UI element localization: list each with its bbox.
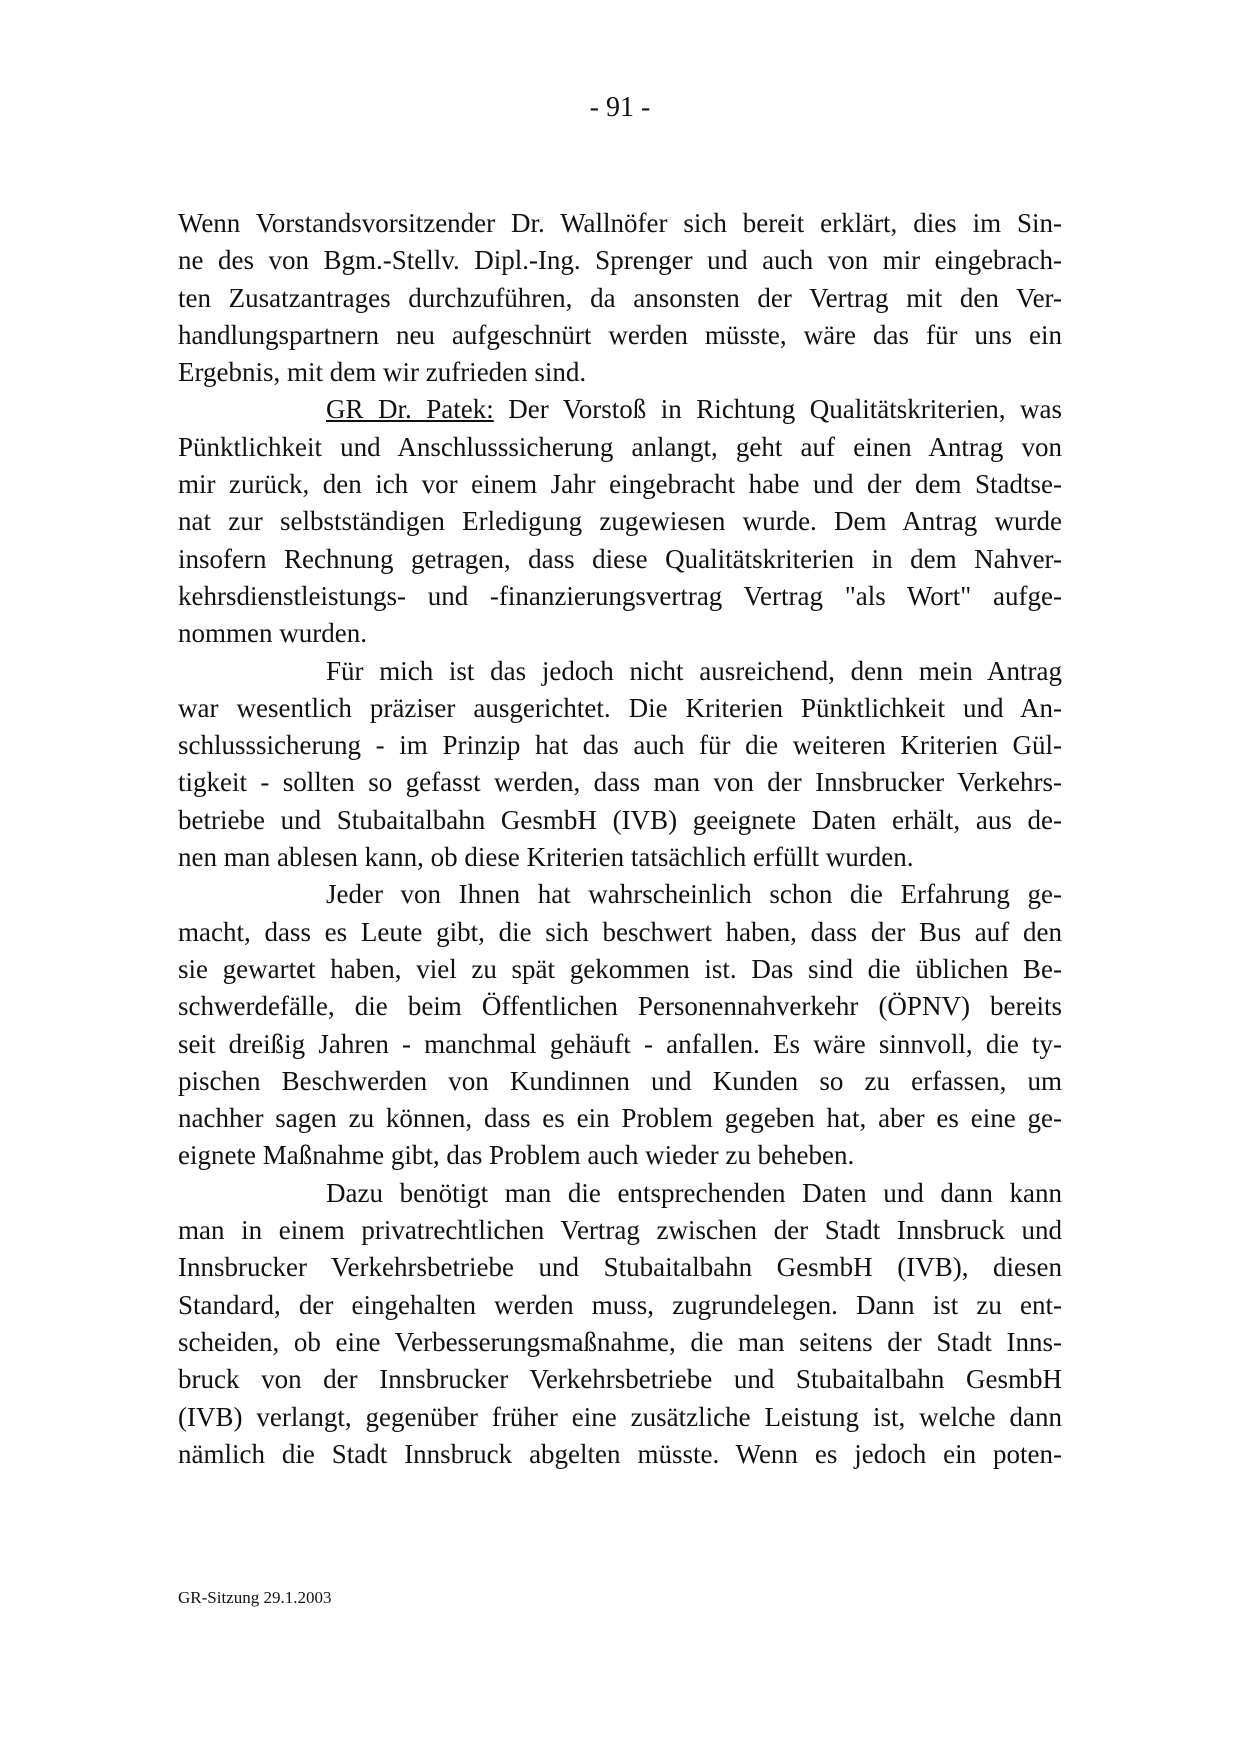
text-line: seit dreißig Jahren - manchmal gehäuft - anfallen. Es wäre sinnvoll, die ty- (178, 1028, 1062, 1059)
speaker-line (178, 391, 1062, 428)
text-line: betriebe und Stubaitalbahn GesmbH (IVB) geeignete Daten erhält, aus de- (178, 804, 1062, 835)
text-line: nachher sagen zu können, dass es ein Problem gegeben hat, aber es eine ge- (178, 1103, 1062, 1134)
text-line: Für mich ist das jedoch nicht ausreichend, denn mein Antrag (326, 655, 1062, 686)
text-line: Innsbrucker Verkehrsbetriebe und Stubaitalbahn GesmbH (IVB), diesen (178, 1252, 1062, 1283)
text-line: Standard, der eingehalten werden muss, zugrundelegen. Dann ist zu ent- (178, 1289, 1062, 1320)
text-line: mir zurück, den ich vor einem Jahr eingebracht habe und der dem Stadtse- (178, 469, 1062, 500)
speaker-name: GR Dr. Patek: (326, 394, 494, 425)
text-line: Wenn Vorstandsvorsitzender Dr. Wallnöfer sich bereit erklärt, dies im Sin- (178, 208, 1062, 238)
text-line: ne des von Bgm.-Stellv. Dipl.-Ing. Sprenger und auch von mir eingebrach- (178, 245, 1062, 276)
text-line: bruck von der Innsbrucker Verkehrsbetriebe und Stubaitalbahn GesmbH (178, 1364, 1062, 1395)
text-line: Jeder von Ihnen hat wahrscheinlich schon die Erfahrung ge- (326, 879, 1062, 910)
body-text (178, 205, 1062, 1473)
text-line: sie gewartet haben, viel zu spät gekommen ist. Das sind die üblichen Be- (178, 953, 1062, 984)
footer-session-date: GR-Sitzung 29.1.2003 (178, 1588, 332, 1607)
text-line: scheiden, ob eine Verbesserungsmaßnahme, die man seitens der Stadt Inns- (178, 1326, 1062, 1357)
text-line: Dazu benötigt man die entsprechenden Daten und dann kann (326, 1177, 1062, 1208)
text-line: nat zur selbstständigen Erledigung zugewiesen wurde. Dem Antrag wurde (178, 506, 1062, 537)
text-line: schwerdefälle, die beim Öffentlichen Personennahverkehr (ÖPNV) bereits (178, 991, 1062, 1022)
text-line: macht, dass es Leute gibt, die sich beschwert haben, dass der Bus auf den (178, 916, 1062, 947)
text-line: Pünktlichkeit und Anschlusssicherung anlangt, geht auf einen Antrag von (178, 431, 1062, 462)
text-line: handlungspartnern neu aufgeschnürt werden müsste, wäre das für uns ein (178, 319, 1062, 350)
text-line: kehrsdienstleistungs- und -finanzierungsvertrag Vertrag "als Wort" aufge- (178, 580, 1062, 611)
text-line: eignete Maßnahme gibt, das Problem auch wieder zu beheben. (178, 1140, 855, 1171)
text-line: (IVB) verlangt, gegenüber früher eine zusätzliche Leistung ist, welche dann (178, 1401, 1062, 1432)
text-line: ten Zusatzantrages durchzuführen, da ansonsten der Vertrag mit den Ver- (178, 282, 1062, 313)
text-line: man in einem privatrechtlichen Vertrag zwischen der Stadt Innsbruck und (178, 1215, 1062, 1246)
text-line: schlusssicherung - im Prinzip hat das auch für die weiteren Kriterien Gül- (178, 730, 1062, 761)
text-line: pischen Beschwerden von Kundinnen und Kunden so zu erfassen, um (178, 1065, 1062, 1096)
text-line: war wesentlich präziser ausgerichtet. Die Kriterien Pünktlichkeit und An- (178, 692, 1062, 723)
speaker-line-text: Der Vorstoß in Richtung Qualitätskriterien, was (493, 394, 1062, 425)
text-line: nen man ablesen kann, ob diese Kriterien tatsächlich erfüllt wurden. (178, 842, 914, 873)
text-line: nämlich die Stadt Innsbruck abgelten müsste. Wenn es jedoch ein poten- (178, 1438, 1062, 1469)
text-line: tigkeit - sollten so gefasst werden, dass man von der Innsbrucker Verkehrs- (178, 767, 1062, 798)
text-line: nommen wurden. (178, 618, 367, 649)
text-line: insofern Rechnung getragen, dass diese Qualitätskriterien in dem Nahver- (178, 543, 1062, 574)
page-number: - 91 - (589, 92, 651, 123)
text-line: Ergebnis, mit dem wir zufrieden sind. (178, 357, 587, 388)
